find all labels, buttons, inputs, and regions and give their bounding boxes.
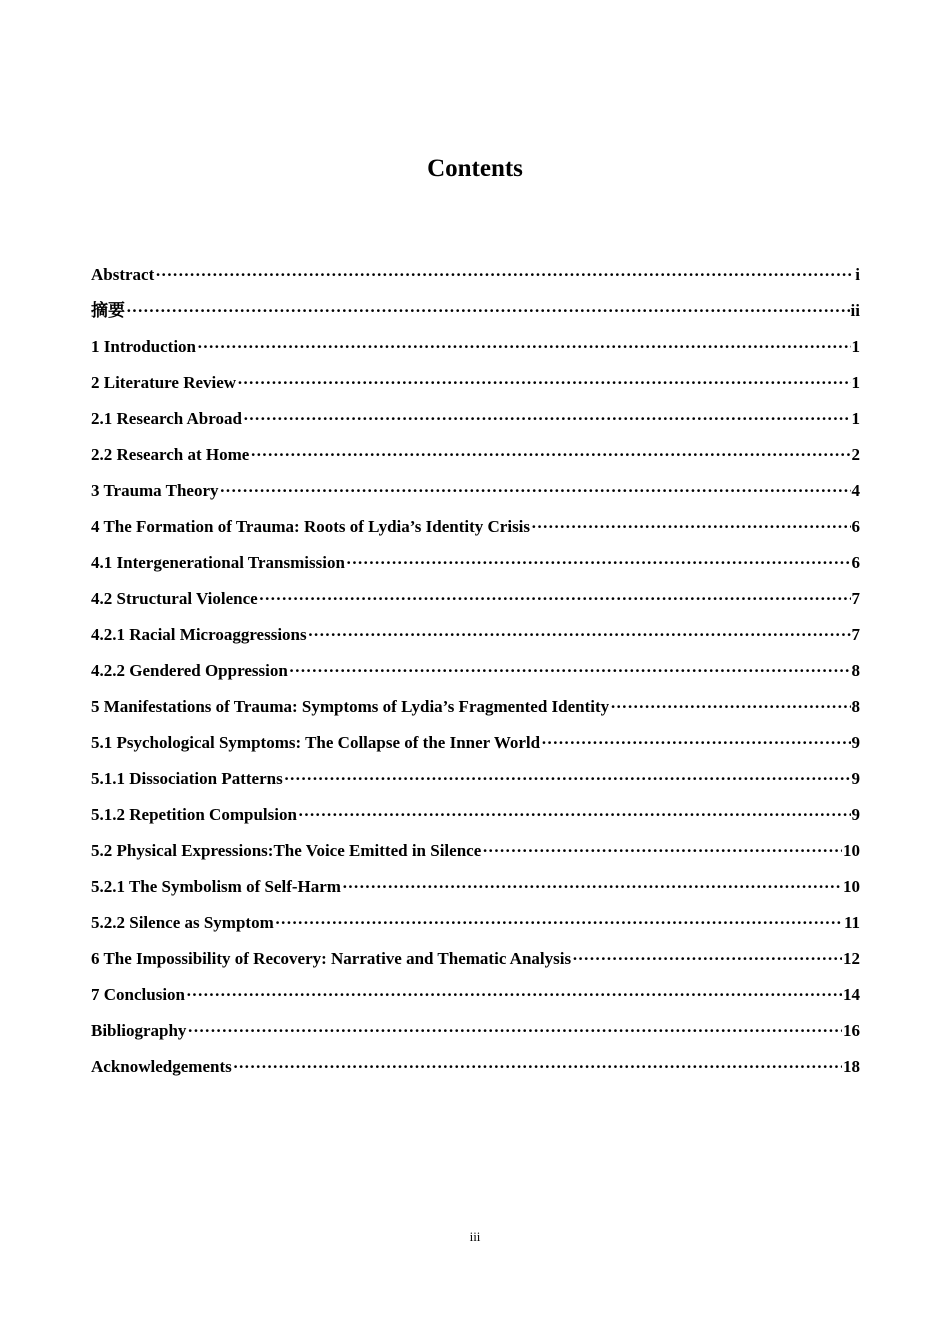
toc-entry-conclusion[interactable] <box>91 981 860 1017</box>
toc-dot-leader <box>220 477 851 505</box>
toc-entry-page: 4 <box>851 481 860 500</box>
toc-dot-leader <box>531 513 850 541</box>
toc-entry-page: 10 <box>843 877 860 896</box>
toc-entry-title: 5.2.1 The Symbolism of Self-Harm <box>91 877 341 896</box>
toc-dot-leader <box>342 873 842 901</box>
toc-entry-silence-as-symptom[interactable] <box>91 909 860 945</box>
toc-entry-title: Bibliography <box>91 1021 187 1040</box>
toc-entry-intergenerational-transmission[interactable] <box>91 549 860 585</box>
toc-entry-title: 6 The Impossibility of Recovery: Narrative and Thematic Analysis <box>91 949 572 968</box>
page-title: Contents <box>427 154 523 182</box>
toc-dot-leader <box>243 405 851 433</box>
toc-entry-title: Abstract <box>91 265 155 284</box>
toc-entry-page: 7 <box>851 625 860 644</box>
toc-dot-leader <box>197 333 850 361</box>
toc-entry-title: 4 The Formation of Trauma: Roots of Lydia’s Identity Crisis <box>91 517 531 536</box>
toc-entry-dissociation-patterns[interactable] <box>91 765 860 801</box>
toc-entry-title: 5.1.1 Dissociation Patterns <box>91 769 283 788</box>
toc-entry-page: 1 <box>851 409 860 428</box>
toc-entry-page: 16 <box>843 1021 860 1040</box>
page-number: iii <box>469 1229 481 1244</box>
toc-dot-leader <box>233 1053 842 1081</box>
toc-entry-title: 2 Literature Review <box>91 373 237 392</box>
toc-entry-page: 11 <box>843 913 860 932</box>
toc-entry-title: 4.2 Structural Violence <box>91 589 258 608</box>
toc-entry-page: 9 <box>851 769 860 788</box>
toc-entry-title: 3 Trauma Theory <box>91 481 219 500</box>
toc-entry-title: 4.2.2 Gendered Oppression <box>91 661 288 680</box>
toc-entry-racial-microaggressions[interactable] <box>91 621 860 657</box>
toc-entry-page: 1 <box>851 337 860 356</box>
toc-entry-symbolism-of-self-harm[interactable] <box>91 873 860 909</box>
toc-entry-title: 5.2 Physical Expressions:The Voice Emitted in Silence <box>91 841 482 860</box>
toc-dot-leader <box>346 549 851 577</box>
toc-dot-leader <box>250 441 850 469</box>
toc-dot-leader <box>610 693 850 721</box>
toc-entry-introduction[interactable] <box>91 333 860 369</box>
toc-entry-page: i <box>855 265 860 284</box>
toc-dot-leader <box>541 729 850 757</box>
toc-entry-title: 5.1 Psychological Symptoms: The Collapse of the Inner World <box>91 733 541 752</box>
toc-entry-page: 10 <box>843 841 860 860</box>
toc-dot-leader <box>155 261 854 289</box>
toc-dot-leader <box>289 657 851 685</box>
toc-entry-title: 5.1.2 Repetition Compulsion <box>91 805 297 824</box>
toc-entry-research-abroad[interactable] <box>91 405 860 441</box>
toc-entry-page: 1 <box>851 373 860 392</box>
toc-dot-leader <box>126 297 850 325</box>
toc-entry-acknowledgements[interactable] <box>91 1053 860 1089</box>
toc-entry-title: 5.2.2 Silence as Symptom <box>91 913 274 932</box>
toc-entry-impossibility-of-recovery[interactable] <box>91 945 860 981</box>
toc-dot-leader <box>572 945 842 973</box>
toc-entry-title: Acknowledgements <box>91 1057 232 1076</box>
toc-entry-formation-of-trauma[interactable] <box>91 513 860 549</box>
toc-entry-title: 1 Introduction <box>91 337 197 356</box>
toc-dot-leader <box>298 801 851 829</box>
toc-entry-page: 12 <box>843 949 860 968</box>
toc-entry-page: 8 <box>851 697 860 716</box>
toc-dot-leader <box>237 369 850 397</box>
toc-entry-title: 2.1 Research Abroad <box>91 409 242 428</box>
toc-entry-literature-review[interactable] <box>91 369 860 405</box>
toc-entry-page: 8 <box>851 661 860 680</box>
toc-entry-gendered-oppression[interactable] <box>91 657 860 693</box>
toc-entry-manifestations-of-trauma[interactable] <box>91 693 860 729</box>
toc-entry-page: 9 <box>851 733 860 752</box>
toc-entry-chinese-abstract[interactable] <box>91 297 860 333</box>
toc-dot-leader <box>259 585 851 613</box>
toc-entry-title: 4.2.1 Racial Microaggressions <box>91 625 307 644</box>
table-of-contents <box>91 261 860 1089</box>
toc-entry-trauma-theory[interactable] <box>91 477 860 513</box>
toc-entry-psychological-symptoms[interactable] <box>91 729 860 765</box>
toc-entry-page: 9 <box>851 805 860 824</box>
toc-entry-title: 摘要 <box>91 301 125 320</box>
toc-dot-leader <box>308 621 851 649</box>
toc-entry-structural-violence[interactable] <box>91 585 860 621</box>
toc-entry-physical-expressions[interactable] <box>91 837 860 873</box>
toc-dot-leader <box>275 909 843 937</box>
toc-entry-title: 5 Manifestations of Trauma: Symptoms of Lydia’s Fragmented Identity <box>91 697 610 716</box>
toc-entry-page: 6 <box>851 553 860 572</box>
toc-dot-leader <box>186 981 842 1009</box>
toc-entry-page: 6 <box>851 517 860 536</box>
toc-entry-page: 18 <box>843 1057 860 1076</box>
toc-dot-leader <box>284 765 851 793</box>
toc-entry-page: 2 <box>851 445 860 464</box>
toc-entry-page: 7 <box>851 589 860 608</box>
toc-entry-title: 4.1 Intergenerational Transmission <box>91 553 345 572</box>
toc-entry-title: 7 Conclusion <box>91 985 185 1004</box>
toc-entry-research-at-home[interactable] <box>91 441 860 477</box>
toc-entry-repetition-compulsion[interactable] <box>91 801 860 837</box>
toc-entry-page: 14 <box>843 985 860 1004</box>
toc-entry-title: 2.2 Research at Home <box>91 445 250 464</box>
toc-entry-bibliography[interactable] <box>91 1017 860 1053</box>
toc-dot-leader <box>482 837 842 865</box>
toc-entry-abstract[interactable] <box>91 261 860 297</box>
toc-entry-page: ii <box>850 301 860 320</box>
toc-dot-leader <box>187 1017 842 1045</box>
